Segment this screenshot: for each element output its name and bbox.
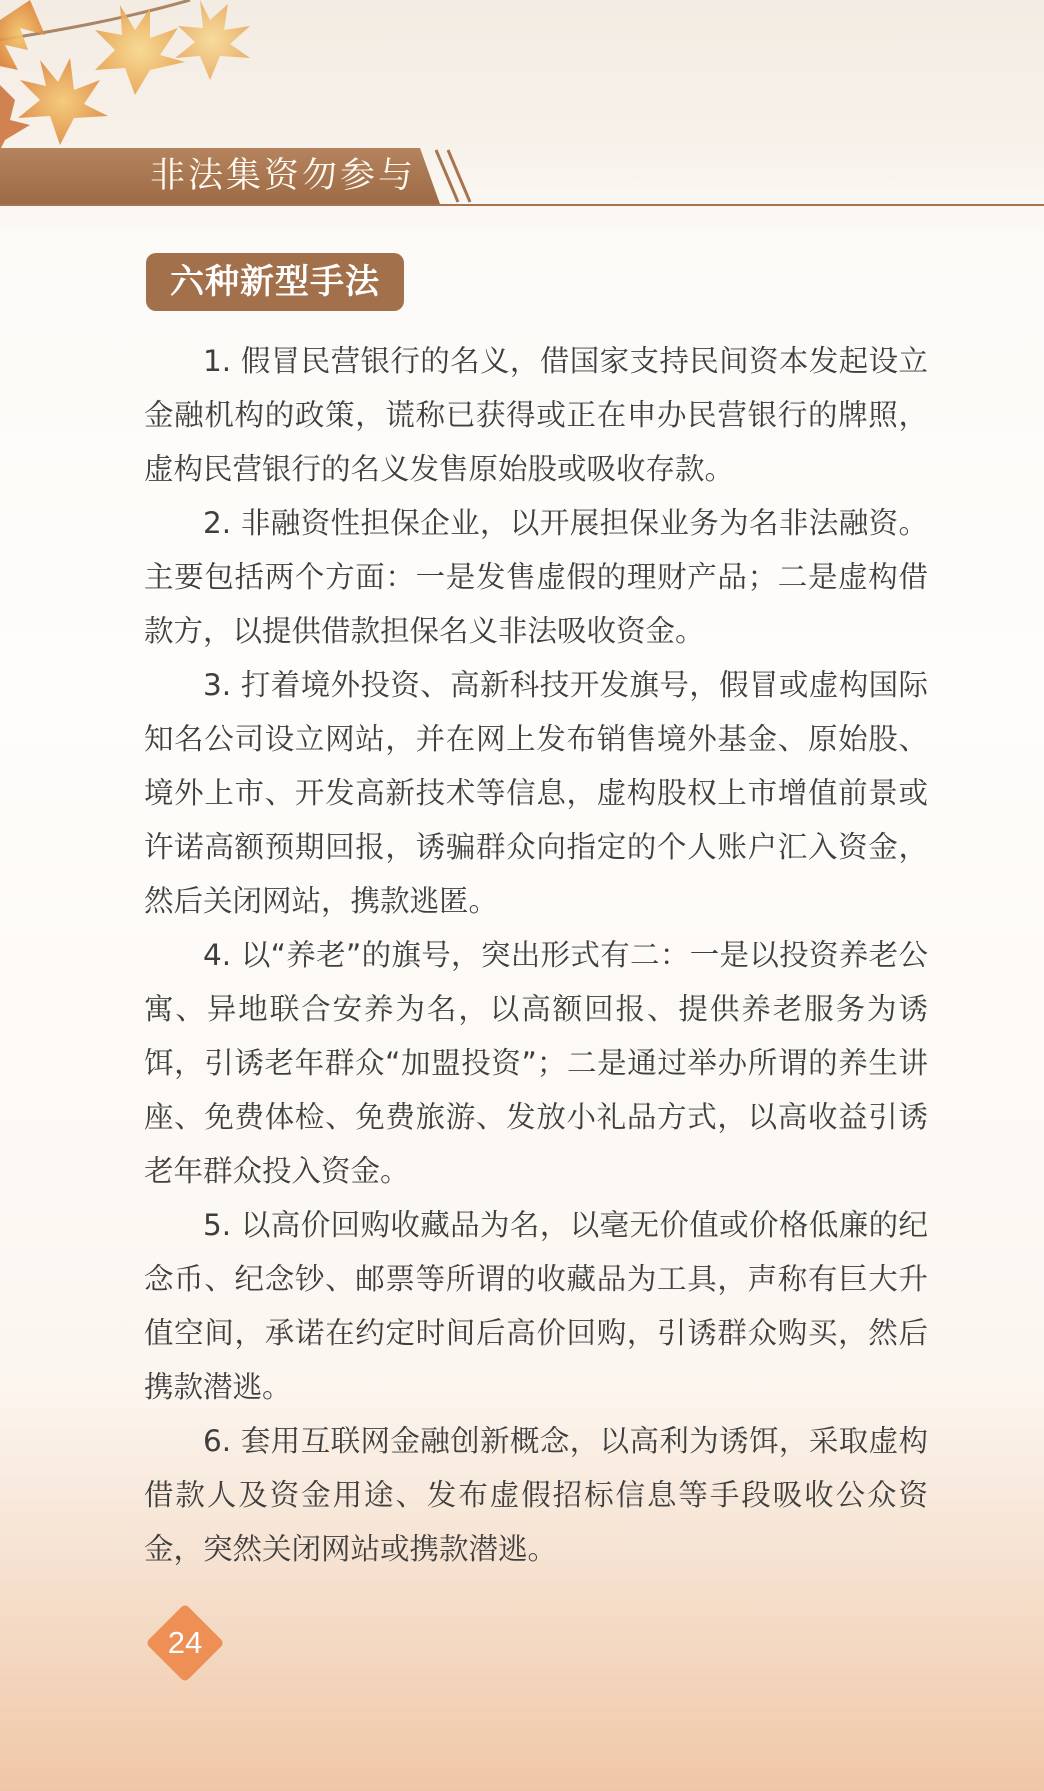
header-slash-decoration <box>428 146 488 206</box>
paragraph-2: 2. 非融资性担保企业，以开展担保业务为名非法融资。主要包括两个方面：一是发售虚假的理财产品；二是虚构借款方，以提供借款担保名义非法吸收资金。 <box>144 506 928 648</box>
body-text <box>144 334 928 1576</box>
paragraph-4: 4. 以“养老”的旗号，突出形式有二：一是以投资养老公寓、异地联合安养为名，以高额回报、提供养老服务为诱饵，引诱老年群众“加盟投资”；二是通过举办所谓的养生讲座、免费体检、免费旅游、发放小礼品方式，以高收益引诱老年群众投入资金。 <box>144 938 928 1188</box>
header-title: 非法集资勿参与 <box>150 156 417 196</box>
page-number-marker <box>145 1603 225 1683</box>
maple-leaves-decoration <box>0 0 300 150</box>
paragraph-1: 1. 假冒民营银行的名义，借国家支持民间资本发起设立金融机构的政策，谎称已获得或正在申办民营银行的牌照，虚构民营银行的名义发售原始股或吸收存款。 <box>144 344 928 486</box>
section-title-badge: 六种新型手法 <box>146 253 404 311</box>
paragraph-3: 3. 打着境外投资、高新科技开发旗号，假冒或虚构国际知名公司设立网站，并在网上发布销售境外基金、原始股、境外上市、开发高新技术等信息，虚构股权上市增值前景或许诺高额预期回报，诱骗群众向指定的个人账户汇入资金，然后关闭网站，携款逃匿。 <box>144 668 928 918</box>
paragraph-5: 5. 以高价回购收藏品为名，以毫无价值或价格低廉的纪念币、纪念钞、邮票等所谓的收藏品为工具，声称有巨大升值空间，承诺在约定时间后高价回购，引诱群众购买，然后携款潜逃。 <box>144 1208 928 1404</box>
paragraph-6: 6. 套用互联网金融创新概念，以高利为诱饵，采取虚构借款人及资金用途、发布虚假招标信息等手段吸收公众资金，突然关闭网站或携款潜逃。 <box>144 1424 928 1566</box>
page-number: 24 <box>167 1625 203 1660</box>
